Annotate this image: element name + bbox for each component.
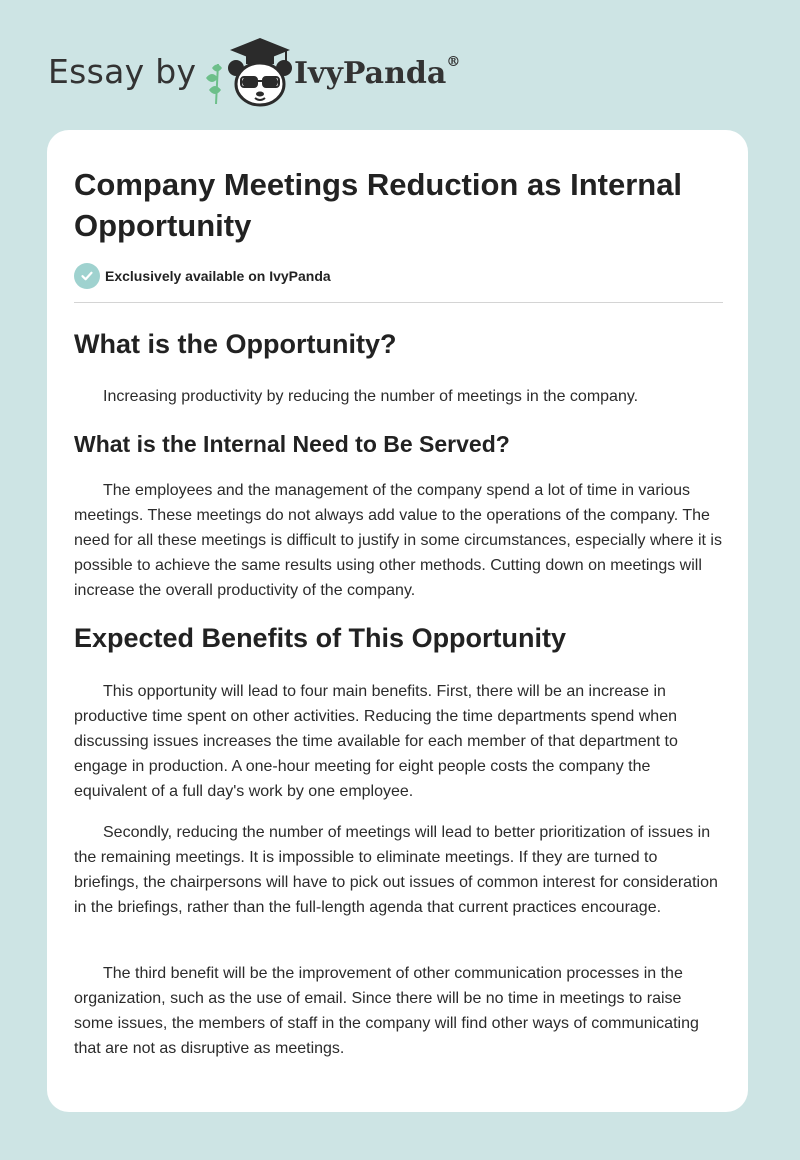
paragraph: Secondly, reducing the number of meetings will lead to better prioritization of issues in the remaining meetings. It is impossible to eliminate meetings. If they are turned to briefings, the chairpersons will have to pick out issues of common interest for consideration in the briefings, rather than the full-length agenda that current practices encourage.	[74, 824, 718, 916]
section-heading-opportunity: What is the Opportunity?	[74, 329, 397, 359]
article-card	[47, 130, 748, 1112]
paragraph: Increasing productivity by reducing the number of meetings in the company.	[103, 388, 639, 405]
brand-prefix: Essay by	[48, 52, 197, 91]
paragraph: The third benefit will be the improvement of other communication processes in the organization, such as the use of email. Since there will be no time in meetings to raise some issues, the members of staff in the company will find other ways of communicating that are not as disruptive as meetings.	[74, 965, 699, 1057]
title-divider	[74, 302, 723, 303]
paragraph: The employees and the management of the company spend a lot of time in various meetings. These meetings do not always add value to the operations of the company. The need for all these meetings is difficult to justify in some circumstances, especially where it is possible to achieve the same results using other methods. Cutting down on meetings will increase the overall productivity of the company.	[74, 482, 722, 599]
brand-name: IvyPanda®	[294, 54, 461, 91]
paragraph: This opportunity will lead to four main benefits. First, there will be an increase in productive time spent on other activities. Reducing the time departments spend when discussing issues increases the time available for each member of that department to engage in production. A one-hour meeting for eight people costs the company the equivalent of a full day's work by one employee.	[74, 683, 678, 800]
section-heading-internal-need: What is the Internal Need to Be Served?	[74, 431, 510, 457]
badge-label: Exclusively available on IvyPanda	[105, 268, 331, 284]
panda-logo-icon	[200, 34, 296, 110]
section-heading-benefits: Expected Benefits of This Opportunity	[74, 623, 567, 653]
site-brand[interactable]	[48, 34, 508, 114]
check-icon	[74, 263, 100, 289]
exclusive-badge	[74, 263, 331, 289]
article-title: Company Meetings Reduction as Internal Opportunity	[74, 167, 683, 243]
